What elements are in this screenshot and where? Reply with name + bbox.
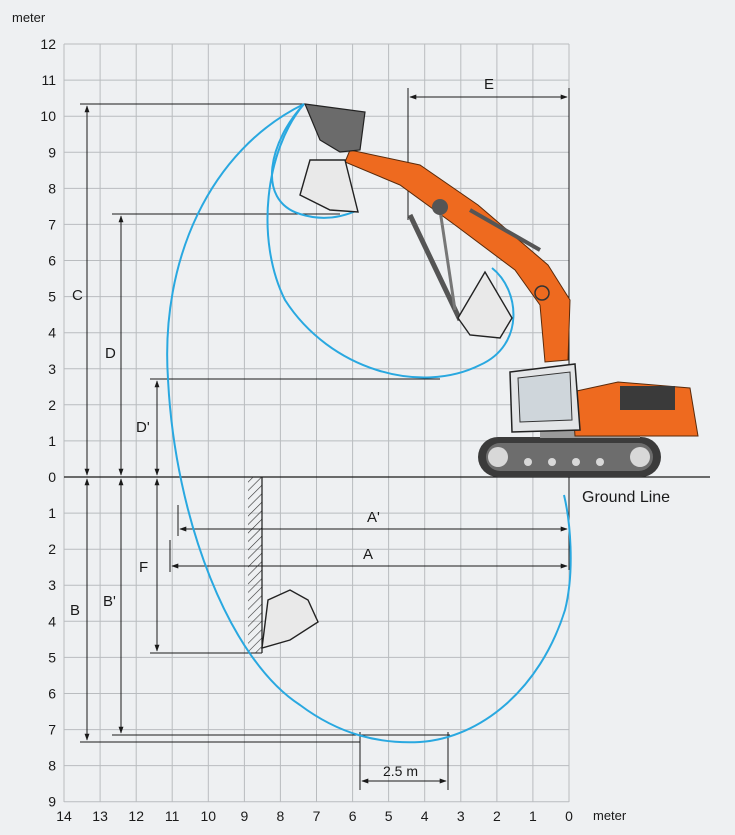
x-tick-label: 1 <box>529 808 537 824</box>
x-tick-label: 8 <box>276 808 285 824</box>
trench-wall <box>248 477 262 653</box>
y-tick-label: 4 <box>48 613 56 630</box>
x-tick-label: 13 <box>92 808 108 824</box>
y-tick-label: 1 <box>48 432 56 449</box>
y-unit-label: meter <box>12 10 46 25</box>
x-unit-label: meter <box>593 808 627 823</box>
ground-line-label: Ground Line <box>582 489 671 506</box>
arm-pin <box>432 199 448 215</box>
y-tick-label: 0 <box>48 469 56 485</box>
x-tick-label: 2 <box>493 808 501 824</box>
track-frame <box>486 443 653 471</box>
y-tick-label: 3 <box>48 577 56 594</box>
label-A: A <box>363 546 374 563</box>
y-tick-label: 6 <box>48 685 56 702</box>
x-tick-label: 9 <box>240 808 249 824</box>
label-B: B <box>70 602 81 619</box>
engine-grille <box>620 386 675 410</box>
y-tick-label: 1 <box>48 505 56 522</box>
y-tick-label: 7 <box>48 721 56 738</box>
x-tick-label: 3 <box>456 808 465 824</box>
y-tick-label: 11 <box>41 72 56 89</box>
x-tick-label: 4 <box>420 808 429 824</box>
y-tick-label: 8 <box>48 180 56 197</box>
boom <box>345 150 570 362</box>
bucket-top <box>305 104 365 152</box>
label-E: E <box>484 76 495 93</box>
label-width: 2.5 m <box>383 763 419 779</box>
label-C: C <box>72 287 83 304</box>
y-tick-label: 7 <box>48 216 56 233</box>
y-tick-label: 6 <box>48 252 56 269</box>
boom-pin <box>535 286 549 300</box>
y-axis-ticks <box>40 36 56 810</box>
y-tick-label: 2 <box>48 396 56 413</box>
x-tick-label: 5 <box>384 808 393 824</box>
y-tick-label: 4 <box>48 324 56 341</box>
label-A-prime: A' <box>367 509 380 526</box>
x-tick-label: 14 <box>56 808 72 824</box>
y-tick-label: 3 <box>48 360 56 377</box>
bucket-upper <box>300 160 358 212</box>
max-reach-curve <box>167 104 571 742</box>
bucket-trench <box>262 590 318 648</box>
y-tick-label: 12 <box>40 36 56 52</box>
label-F: F <box>139 559 149 576</box>
x-tick-label: 10 <box>200 808 217 824</box>
label-B-prime: B' <box>103 593 116 610</box>
x-axis-ticks <box>56 808 573 824</box>
x-tick-label: 11 <box>164 808 180 824</box>
y-tick-label: 2 <box>48 541 56 558</box>
x-tick-label: 12 <box>128 808 144 824</box>
y-tick-label: 5 <box>48 288 56 305</box>
working-range-curves <box>167 104 571 742</box>
x-tick-label: 0 <box>565 808 573 824</box>
x-tick-label: 6 <box>348 808 357 824</box>
y-tick-label: 10 <box>40 108 56 125</box>
label-D-prime: D' <box>136 419 150 436</box>
y-tick-label: 8 <box>48 757 56 774</box>
x-tick-label: 7 <box>312 808 321 824</box>
cab-window <box>518 372 572 422</box>
arm-cylinder <box>410 215 460 320</box>
y-tick-label: 9 <box>48 144 56 161</box>
label-D: D <box>105 345 116 362</box>
y-tick-label: 9 <box>48 793 56 810</box>
y-tick-label: 5 <box>48 649 56 666</box>
